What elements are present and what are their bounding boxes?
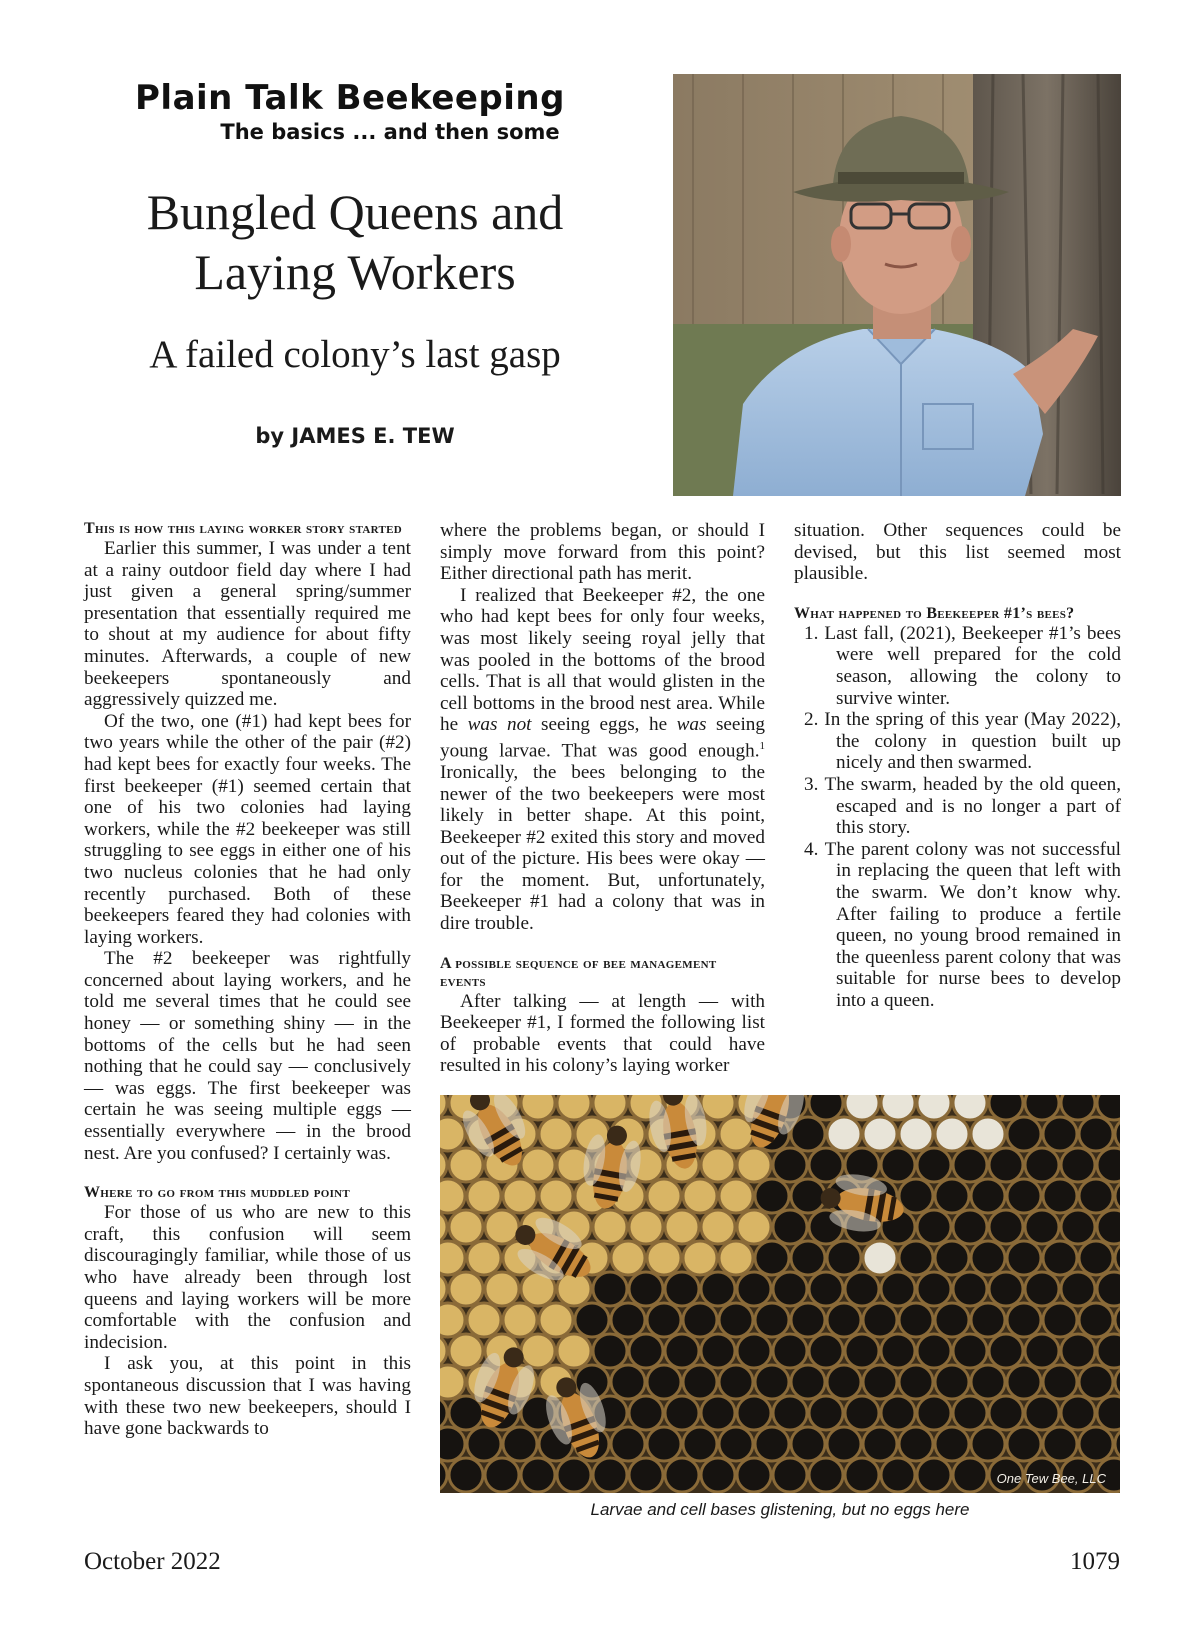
comb-cell xyxy=(611,1241,645,1275)
comb-cell xyxy=(773,1272,807,1306)
comb-cell xyxy=(1097,1272,1120,1306)
comb-cell xyxy=(485,1210,519,1244)
comb-cell xyxy=(935,1365,969,1399)
author-portrait xyxy=(673,74,1121,496)
comb-cell xyxy=(683,1427,717,1461)
comb-cell xyxy=(953,1272,987,1306)
comb-cell xyxy=(665,1458,699,1492)
comb-cell xyxy=(557,1458,591,1492)
comb-cell xyxy=(917,1334,951,1368)
comb-cell xyxy=(953,1210,987,1244)
comb-cell xyxy=(845,1095,879,1120)
comb-cell xyxy=(935,1179,969,1213)
comb-cell xyxy=(935,1427,969,1461)
comb-cell xyxy=(845,1396,879,1430)
comb-cell xyxy=(611,1427,645,1461)
comb-cell xyxy=(773,1396,807,1430)
comb-cell xyxy=(1025,1148,1059,1182)
comb-cell xyxy=(773,1458,807,1492)
comb-cell xyxy=(863,1365,897,1399)
comb-cell xyxy=(773,1210,807,1244)
comb-cell xyxy=(449,1272,483,1306)
comb-cell xyxy=(1025,1334,1059,1368)
text-run: I realized that Beekeeper #2, the one who had kept bees for only four weeks, was most likely seeing royal jelly that was pooled in the bottoms of the brood cells. That is all that would glisten in the cell bottoms in the brood nest area. While he xyxy=(440,584,765,736)
comb-cell xyxy=(683,1303,717,1337)
comb-cell xyxy=(665,1396,699,1430)
comb-cell xyxy=(701,1334,735,1368)
comb-cell xyxy=(845,1334,879,1368)
comb-cell xyxy=(719,1179,753,1213)
byline: by JAMES E. TEW xyxy=(255,424,455,448)
comb-cell xyxy=(719,1241,753,1275)
comb-cell xyxy=(971,1179,1005,1213)
comb-cell xyxy=(539,1303,573,1337)
paragraph: situation. Other sequences could be devised, but this list seemed most plausible. xyxy=(794,520,1121,585)
comb-cell xyxy=(917,1210,951,1244)
comb-cell xyxy=(863,1427,897,1461)
comb-cell xyxy=(881,1095,915,1120)
comb-cell xyxy=(1043,1117,1077,1151)
article-title-line1: Bungled Queens and xyxy=(146,184,564,240)
comb-cell xyxy=(449,1210,483,1244)
paragraph: Earlier this summer, I was under a tent at a rainy outdoor field day where I had just given a general spring/summer presentation that essentially required me to shout at my audience for about fifty minutes. Afterwards, a couple of new beekeepers spontaneously and aggressively quizzed me. xyxy=(84,538,411,711)
comb-cell xyxy=(1061,1095,1095,1120)
comb-cell xyxy=(629,1334,663,1368)
text-run: seeing eggs, he xyxy=(541,714,668,736)
comb-cell xyxy=(1097,1396,1120,1430)
comb-cell xyxy=(827,1427,861,1461)
comb-cell xyxy=(1061,1396,1095,1430)
comb-cell xyxy=(1043,1241,1077,1275)
comb-cell xyxy=(755,1241,789,1275)
comb-cell xyxy=(737,1458,771,1492)
comb-cell xyxy=(647,1179,681,1213)
comb-cell xyxy=(440,1117,465,1151)
comb-cell xyxy=(1079,1117,1113,1151)
comb-cell xyxy=(1079,1427,1113,1461)
comb-cell xyxy=(809,1272,843,1306)
comb-cell xyxy=(917,1272,951,1306)
comb-cell xyxy=(557,1095,591,1120)
comb-cell xyxy=(1061,1210,1095,1244)
comb-cell xyxy=(845,1272,879,1306)
comb-cell xyxy=(440,1303,465,1337)
comb-cell xyxy=(953,1396,987,1430)
comb-cell xyxy=(1007,1117,1041,1151)
paragraph: where the problems began, or should I simply move forward from this point? Either directional path has merit. xyxy=(440,520,765,585)
comb-cell xyxy=(683,1241,717,1275)
photo-caption: Larvae and cell bases glistening, but no eggs here xyxy=(590,1500,970,1519)
comb-cell xyxy=(593,1458,627,1492)
comb-cell xyxy=(791,1427,825,1461)
comb-cell xyxy=(773,1334,807,1368)
photo-credit: One Tew Bee, LLC xyxy=(996,1471,1106,1486)
comb-cell xyxy=(557,1334,591,1368)
comb-cell xyxy=(467,1241,501,1275)
comb-cell xyxy=(809,1148,843,1182)
comb-cell xyxy=(971,1427,1005,1461)
comb-cell xyxy=(989,1210,1023,1244)
comb-cell xyxy=(1043,1365,1077,1399)
emphasis: was xyxy=(676,714,707,736)
comb-cell xyxy=(935,1241,969,1275)
comb-cell xyxy=(989,1148,1023,1182)
comb-cell xyxy=(755,1365,789,1399)
comb-cell xyxy=(1025,1095,1059,1120)
series-subtitle: The basics ... and then some xyxy=(220,120,560,144)
comb-cell xyxy=(701,1210,735,1244)
paragraph: After talking — at length — with Beekeeper #1, I formed the following list of probable events that could have resulted in his colony’s laying worker xyxy=(440,990,765,1077)
comb-cell xyxy=(827,1303,861,1337)
comb-cell xyxy=(935,1117,969,1151)
comb-cell xyxy=(827,1365,861,1399)
emphasis: was not xyxy=(467,714,532,736)
comb-cell xyxy=(863,1241,897,1275)
comb-cell xyxy=(449,1458,483,1492)
comb-cell xyxy=(575,1303,609,1337)
comb-cell xyxy=(809,1458,843,1492)
comb-cell xyxy=(899,1179,933,1213)
comb-cell xyxy=(629,1272,663,1306)
comb-cell xyxy=(539,1179,573,1213)
comb-cell xyxy=(881,1272,915,1306)
comb-cell xyxy=(1079,1241,1113,1275)
comb-cell xyxy=(503,1303,537,1337)
comb-cell xyxy=(701,1148,735,1182)
comb-cell xyxy=(1007,1365,1041,1399)
section-heading: What happened to Beekeeper #1’s bees? xyxy=(794,604,1075,622)
comb-cell xyxy=(449,1148,483,1182)
comb-cell xyxy=(665,1210,699,1244)
comb-cell xyxy=(899,1365,933,1399)
comb-cell xyxy=(899,1427,933,1461)
comb-cell xyxy=(1043,1179,1077,1213)
comb-cell xyxy=(701,1272,735,1306)
comb-cell xyxy=(719,1117,753,1151)
comb-cell xyxy=(863,1303,897,1337)
article-title xyxy=(110,182,600,302)
comb-cell xyxy=(1061,1272,1095,1306)
comb-cell xyxy=(1079,1365,1113,1399)
comb-cell xyxy=(827,1241,861,1275)
comb-cell xyxy=(449,1334,483,1368)
comb-cell xyxy=(773,1148,807,1182)
comb-cell xyxy=(881,1148,915,1182)
comb-cell xyxy=(791,1179,825,1213)
event-list xyxy=(794,623,1121,1012)
comb-cell xyxy=(593,1095,627,1120)
comb-cell xyxy=(647,1365,681,1399)
comb-cell xyxy=(611,1365,645,1399)
comb-cell xyxy=(791,1241,825,1275)
comb-cell xyxy=(791,1365,825,1399)
comb-cell xyxy=(647,1241,681,1275)
comb-cell xyxy=(755,1179,789,1213)
comb-cell xyxy=(1007,1427,1041,1461)
comb-cell xyxy=(1097,1334,1120,1368)
paragraph: I ask you, at this point in this spontaneous discussion that I was having with these two new beekeepers, should I have gone backwards to xyxy=(84,1353,411,1440)
article-subtitle: A failed colony’s last gasp xyxy=(149,333,561,376)
comb-cell xyxy=(1097,1210,1120,1244)
comb-cell xyxy=(503,1427,537,1461)
comb-cell xyxy=(1079,1303,1113,1337)
list-item: 1. Last fall, (2021), Beekeeper #1’s bees were well prepared for the cold season, allowing the colony to survive winter. xyxy=(804,622,1121,709)
comb-cell xyxy=(593,1334,627,1368)
comb-cell xyxy=(485,1458,519,1492)
comb-cell xyxy=(1079,1179,1113,1213)
comb-cell xyxy=(1025,1272,1059,1306)
comb-cell xyxy=(917,1095,951,1120)
comb-cell xyxy=(971,1117,1005,1151)
paragraph: The #2 beekeeper was rightfully concerned about laying workers, and he told me several times that he could see honey — or something shiny — in the bottoms of the cells but he had seen nothing that he could say — conclusively — was eggs. The first beekeeper was certain he was seeing multiple eggs — essentially everywhere — in the brood nest. Are you confused? I certainly was. xyxy=(84,948,411,1164)
comb-cell xyxy=(1061,1334,1095,1368)
comb-cell xyxy=(881,1458,915,1492)
article-column-3 xyxy=(794,520,1121,1011)
comb-cell xyxy=(719,1303,753,1337)
comb-cell xyxy=(629,1396,663,1430)
series-header xyxy=(80,78,620,144)
series-title: Plain Talk Beekeeping xyxy=(135,78,565,118)
paragraph xyxy=(440,585,765,935)
comb-cell xyxy=(1025,1396,1059,1430)
text-run: Ironically, the bees belonging to the newer of the two beekeepers were most likely in better shape. At this point, Beekeeper #2 exited this story and moved out of the picture. His bees were okay — for the moment. But, unfortunately, Beekeeper #1 had a colony that was in dire trouble. xyxy=(440,761,765,935)
page-number: 1079 xyxy=(1070,1548,1120,1575)
comb-cell xyxy=(719,1365,753,1399)
comb-cell xyxy=(719,1427,753,1461)
comb-cell xyxy=(1043,1303,1077,1337)
comb-cell xyxy=(611,1303,645,1337)
comb-cell xyxy=(521,1334,555,1368)
comb-cell xyxy=(881,1396,915,1430)
issue-date: October 2022 xyxy=(84,1548,221,1575)
comb-cell xyxy=(953,1334,987,1368)
paragraph: Of the two, one (#1) had kept bees for two years while the other of the pair (#2) had kept bees for exactly four weeks. The first beekeeper (#1) seemed certain that one of his two colonies had laying workers, while the #2 beekeeper was still struggling to see eggs in either one of his two nucleus colonies that he had only recently purchased. Both of these beekeepers feared they had colonies with laying workers. xyxy=(84,710,411,948)
section-heading: A possible sequence of bee management events xyxy=(440,954,717,990)
comb-cell xyxy=(791,1303,825,1337)
comb-cell xyxy=(935,1303,969,1337)
comb-cell xyxy=(440,1427,465,1461)
text-run: seeing young larvae. That was good enough. xyxy=(440,714,765,762)
comb-cell xyxy=(827,1117,861,1151)
comb-cell xyxy=(809,1095,843,1120)
comb-cell xyxy=(701,1396,735,1430)
paragraph: For those of us who are new to this craft, this confusion will seem discouragingly familiar, while those of us who have already been through lost queens and laying workers will be more comfortable with the confusion and indecision. xyxy=(84,1202,411,1353)
comb-cell xyxy=(440,1241,465,1275)
comb-cell xyxy=(647,1427,681,1461)
comb-cell xyxy=(665,1272,699,1306)
comb-cell xyxy=(683,1365,717,1399)
comb-cell xyxy=(485,1272,519,1306)
article-column-2 xyxy=(440,520,765,1077)
comb-cell xyxy=(1097,1148,1120,1182)
comb-cell xyxy=(467,1303,501,1337)
comb-cell xyxy=(593,1272,627,1306)
comb-cell xyxy=(521,1095,555,1120)
comb-cell xyxy=(989,1095,1023,1120)
comb-cell xyxy=(989,1396,1023,1430)
author-portrait-illustration xyxy=(673,74,1121,496)
comb-cell xyxy=(701,1095,735,1120)
list-item: 3. The swarm, headed by the old queen, escaped and is no longer a part of this story. xyxy=(804,773,1121,839)
comb-cell xyxy=(953,1148,987,1182)
comb-cell xyxy=(755,1427,789,1461)
article-column-1 xyxy=(84,520,411,1440)
comb-cell xyxy=(971,1303,1005,1337)
comb-cell xyxy=(737,1272,771,1306)
comb-cell xyxy=(845,1458,879,1492)
comb-cell xyxy=(440,1179,465,1213)
comb-cell xyxy=(899,1241,933,1275)
comb-cell xyxy=(989,1334,1023,1368)
comb-cell xyxy=(953,1458,987,1492)
honeycomb-illustration xyxy=(440,1095,1120,1493)
comb-cell xyxy=(593,1210,627,1244)
comb-cell xyxy=(1043,1427,1077,1461)
comb-cell xyxy=(737,1396,771,1430)
comb-cell xyxy=(1061,1148,1095,1182)
footnote-marker: 1 xyxy=(759,739,765,752)
comb-cell xyxy=(917,1148,951,1182)
comb-cell xyxy=(629,1210,663,1244)
comb-cell xyxy=(683,1179,717,1213)
section-heading: This is how this laying worker story started xyxy=(84,520,403,537)
list-item: 2. In the spring of this year (May 2022), the colony in question built up nicely and then swarmed. xyxy=(804,709,1121,774)
comb-cell xyxy=(809,1334,843,1368)
comb-cell xyxy=(953,1095,987,1120)
comb-cell xyxy=(989,1272,1023,1306)
comb-cell xyxy=(1025,1210,1059,1244)
comb-cell xyxy=(1007,1303,1041,1337)
comb-cell xyxy=(881,1334,915,1368)
comb-cell xyxy=(1007,1241,1041,1275)
list-item: 4. The parent colony was not successful in replacing the queen that left with the swarm. We don’t know why. After failing to produce a fertile queen, no young brood remained in the queenless parent colony that was suitable for nurse bees to develop into a queen. xyxy=(804,838,1121,1011)
comb-cell xyxy=(467,1179,501,1213)
comb-cell xyxy=(971,1365,1005,1399)
article-title-line2: Laying Workers xyxy=(194,244,516,300)
comb-cell xyxy=(899,1303,933,1337)
comb-cell xyxy=(737,1148,771,1182)
comb-cell xyxy=(521,1148,555,1182)
comb-cell xyxy=(647,1303,681,1337)
comb-cell xyxy=(917,1396,951,1430)
comb-cell xyxy=(701,1458,735,1492)
comb-cell xyxy=(737,1210,771,1244)
honeycomb-photo xyxy=(440,1095,1120,1493)
comb-cell xyxy=(1007,1179,1041,1213)
comb-cell xyxy=(521,1458,555,1492)
comb-cell xyxy=(863,1117,897,1151)
comb-cell xyxy=(917,1458,951,1492)
comb-cell xyxy=(755,1303,789,1337)
comb-cell xyxy=(665,1334,699,1368)
section-heading: Where to go from this muddled point xyxy=(84,1184,351,1202)
comb-cell xyxy=(629,1458,663,1492)
comb-cell xyxy=(971,1241,1005,1275)
comb-cell xyxy=(440,1365,465,1399)
comb-cell xyxy=(899,1117,933,1151)
comb-cell xyxy=(539,1117,573,1151)
comb-cell xyxy=(503,1179,537,1213)
comb-cell xyxy=(737,1334,771,1368)
comb-cell xyxy=(467,1427,501,1461)
comb-cell xyxy=(809,1396,843,1430)
